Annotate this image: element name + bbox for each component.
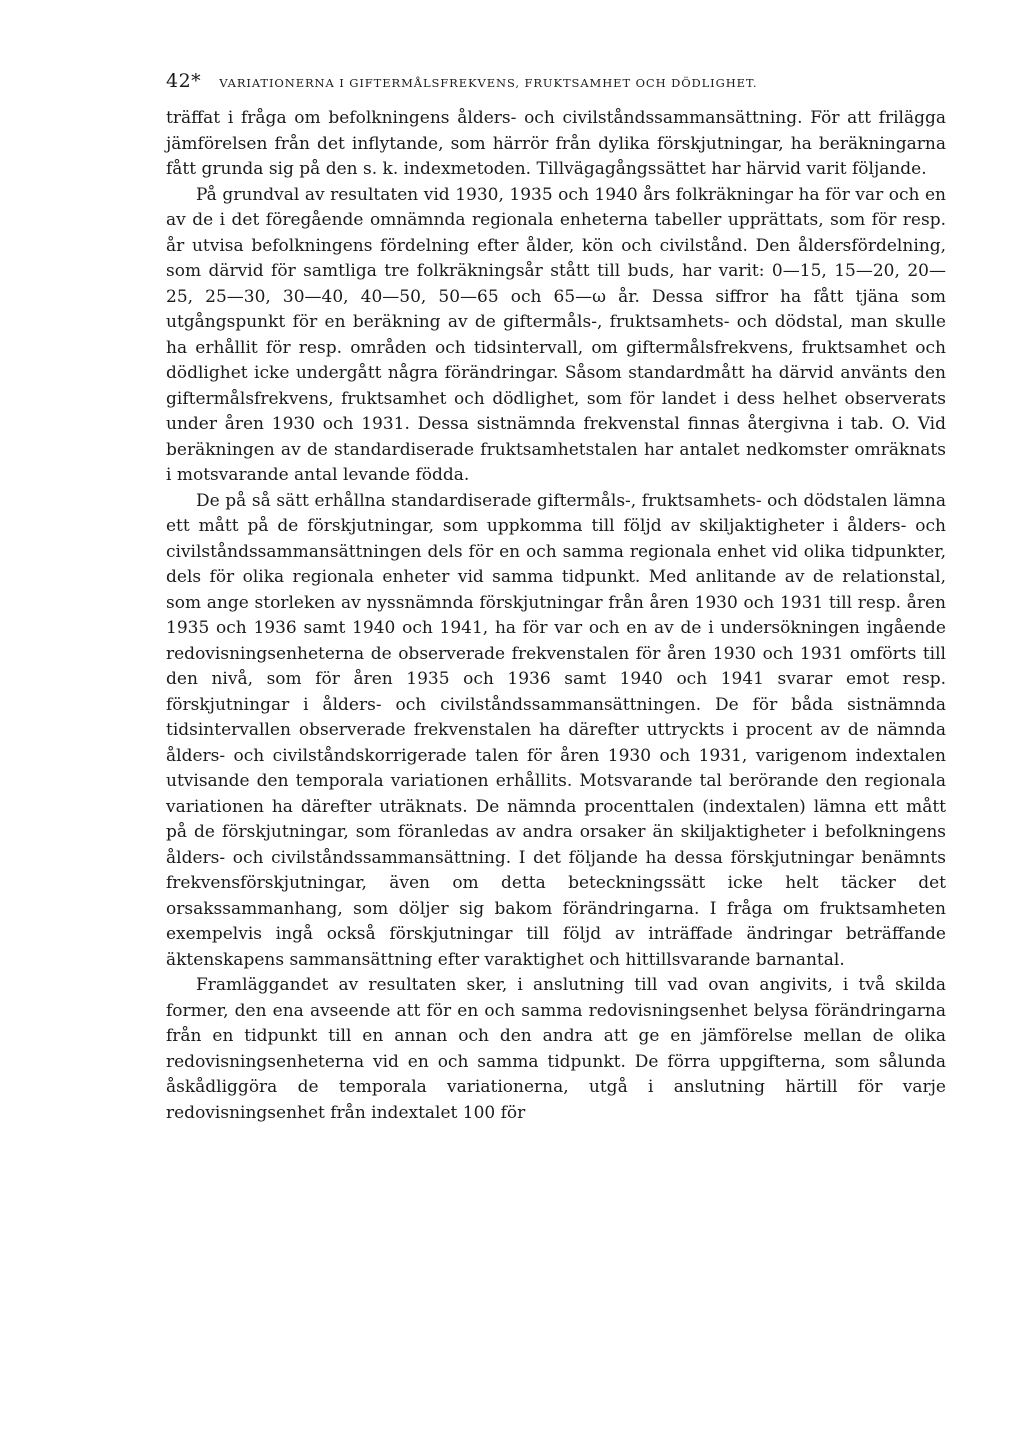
running-header	[166, 70, 946, 92]
paragraph-presentation: Framläggandet av resultaten sker, i anslutning till vad ovan angivits, i två skilda former, den ena avseende att för en och samma redovisningsenhet belysa förändringarna från en tidpunkt till en annan och den andra att ge en jämförelse mellan de olika redovisningsenheterna vid en och samma tidpunkt. De förra uppgifterna, som sålunda åskådliggöra de temporala variationerna, utgå i anslutning härtill för varje redovisningsenhet från indextalet 100 för	[166, 975, 946, 1123]
document-page	[166, 70, 946, 1126]
page-number: 42*	[166, 70, 202, 92]
paragraph-method: På grundval av resultaten vid 1930, 1935 och 1940 års folkräkningar ha för var och en av de i det föregående omnämnda regionala enheterna tabeller upprättats, som för resp. år utvisa befolkningens fördelning efter ålder, kön och civilstånd. Den åldersfördelning, som därvid för samtliga tre folkräkningsår stått till buds, har varit: 0—15, 15—20, 20—25, 25—30, 30—40, 40—50, 50—65 och 65—ω år. Dessa siffror ha fått tjäna som utgångspunkt för en beräkning av de giftermåls-, fruktsamhets- och dödstal, man skulle ha erhållit för resp. områden och tidsintervall, om giftermålsfrekvens, fruktsamhet och dödlighet icke undergått några förändringar. Såsom standardmått ha därvid använts den giftermålsfrekvens, fruktsamhet och dödlighet, som för landet i dess helhet observerats under åren 1930 och 1931. Dessa sistnämnda frekvenstal finnas återgivna i tab. O. Vid beräkningen av de standardiserade fruktsamhetstalen har antalet nedkomster omräknats i motsvarande antal levande födda.	[166, 184, 946, 485]
body-text	[166, 106, 946, 1126]
header-title: VARIATIONERNA I GIFTERMÅLSFREKVENS, FRUKTSAMHET OCH DÖDLIGHET.	[219, 76, 758, 90]
paragraph-standardized-rates: De på så sätt erhållna standardiserade giftermåls-, fruktsamhets- och dödstalen lämna ett mått på de förskjutningar, som uppkomma till följd av skiljaktigheter i ålders- och civilståndssammansättningen dels för en och samma regionala enhet vid olika tidpunkter, dels för olika regionala enheter vid samma tidpunkt. Med anlitande av de relationstal, som ange storleken av nyssnämnda förskjutningar från åren 1930 och 1931 till resp. åren 1935 och 1936 samt 1940 och 1941, ha för var och en av de i undersökningen ingående redovisningsenheterna de observerade frekvenstalen för åren 1930 och 1931 omförts till den nivå, som för åren 1935 och 1936 samt 1940 och 1941 svarar emot resp. förskjutningar i ålders- och civilståndssammansättningen. De för båda sistnämnda tidsintervallen observerade frekvenstalen ha därefter uttryckts i procent av de nämnda ålders- och civilståndskorrigerade talen för åren 1930 och 1931, varigenom indextalen utvisande den temporala variationen erhållits. Motsvarande tal berörande den regionala variationen ha därefter uträknats. De nämnda procenttalen (indextalen) lämna ett mått på de förskjutningar, som föranledas av andra orsaker än skiljaktigheter i befolkningens ålders- och civilståndssammansättning. I det följande ha dessa förskjutningar benämnts frekvensförskjutningar, även om detta beteckningssätt icke helt täcker det orsakssammanhang, som döljer sig bakom förändringarna. I fråga om fruktsamheten exempelvis ingå också förskjutningar till följd av inträffade ändringar beträffande äktenskapens sammansättning efter varaktighet och hittillsvarande barnantal.	[166, 490, 946, 970]
paragraph-continuation: träffat i fråga om befolkningens ålders- och civilståndssammansättning. För att frilägga jämförelsen från det inflytande, som härrör från dylika förskjutningar, ha beräkningarna fått grunda sig på den s. k. indexmetoden. Tillvägagångssättet har härvid varit följande.	[166, 108, 946, 179]
